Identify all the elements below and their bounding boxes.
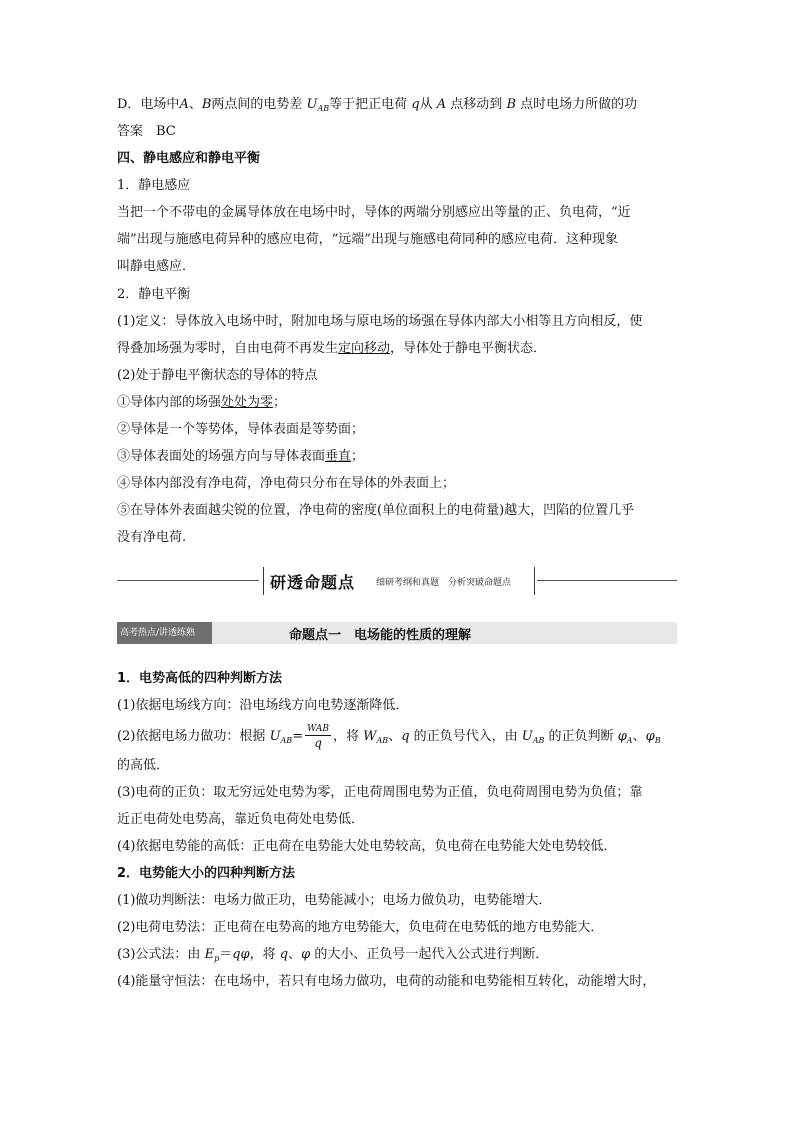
text-span: 、 bbox=[388, 729, 402, 744]
fraction bbox=[305, 723, 331, 750]
topic-title: 命题点一 电场能的性质的理解 bbox=[289, 628, 472, 643]
banner-box bbox=[263, 567, 535, 595]
section-heading: 四、静电感应和静电平衡 bbox=[117, 151, 261, 166]
answer-line: 答案 BC bbox=[117, 124, 176, 139]
text-span: (3)公式法：由 bbox=[117, 947, 205, 962]
equals-sign: = bbox=[292, 729, 304, 744]
potential-symbol: φ bbox=[617, 729, 627, 744]
section-banner bbox=[117, 565, 677, 597]
voltage-symbol: U bbox=[269, 729, 281, 744]
text-span: 的大小、正负号一起代入公式进行判断． bbox=[310, 947, 549, 962]
topic-tag: 高考热点/讲透练熟 bbox=[117, 622, 212, 644]
text-span: ①导体内部的场强 bbox=[117, 395, 222, 410]
text-span: (2)依据电场力做功：根据 bbox=[117, 729, 270, 744]
point-b: B bbox=[201, 97, 212, 112]
list-item: ④导体内部没有净电荷，净电荷只分布在导体的外表面上； bbox=[117, 476, 456, 491]
subsection-heading: 1．电势高低的四种判断方法 bbox=[117, 671, 283, 686]
paragraph-line: 的高低． bbox=[117, 758, 170, 773]
paragraph-line: (2)电荷电势法：正电荷在电势高的地方电势能大，负电荷在电势低的地方电势能大． bbox=[117, 920, 604, 935]
potential-subscript: A bbox=[626, 736, 633, 745]
paragraph-line: (1)依据电场线方向：沿电场线方向电势逐渐降低． bbox=[117, 698, 409, 713]
subsection-heading: 2．电势能大小的四种判断方法 bbox=[117, 866, 296, 881]
potential-subscript: B bbox=[654, 736, 661, 745]
paragraph-line: (1)做功判断法：电场力做正功，电势能减小；电场力做负功，电势能增大． bbox=[117, 893, 552, 908]
point-b: B bbox=[506, 97, 516, 112]
paragraph-line: (4)能量守恒法：在电场中，若只有电场力做功，电荷的动能和电势能相互转化，动能增大时， bbox=[117, 974, 656, 989]
charge-symbol: q bbox=[279, 947, 289, 962]
potential-symbol: φ bbox=[301, 947, 311, 962]
text-span: 、 bbox=[288, 947, 302, 962]
subsection-heading: 1．静电感应 bbox=[117, 178, 191, 193]
list-item: ⑤在导体外表面越尖锐的位置，净电荷的密度(单位面积上的电荷量)越大，凹陷的位置几乎 bbox=[117, 503, 635, 518]
text-span: 的正负判断 bbox=[544, 729, 618, 744]
paragraph-line bbox=[117, 722, 661, 756]
paragraph-line: 近正电荷处电势高，靠近负电荷处电势低． bbox=[117, 812, 365, 827]
option-d-text: 点移动到 bbox=[446, 97, 507, 112]
voltage-symbol: U bbox=[306, 97, 318, 112]
text-span: ，将 bbox=[249, 947, 280, 962]
underlined-term: 垂直 bbox=[325, 449, 352, 464]
list-item bbox=[117, 394, 286, 412]
topic-bar bbox=[117, 622, 677, 644]
text-span: ，导体处于静电平衡状态． bbox=[390, 341, 547, 356]
option-d-text: 两点间的电势差 bbox=[211, 97, 307, 112]
list-item bbox=[117, 448, 364, 466]
charge-symbol: q bbox=[411, 97, 420, 112]
charge-symbol: q bbox=[401, 729, 410, 744]
subsection-heading: 2．静电平衡 bbox=[117, 287, 191, 302]
text-span: 得叠加场强为零时，自由电荷不再发生 bbox=[117, 341, 339, 356]
text-span: 的正负号代入，由 bbox=[409, 729, 522, 744]
text-span: ； bbox=[273, 395, 287, 410]
banner-tagline: 细研考纲和真题 分析突破命题点 bbox=[376, 578, 512, 588]
option-d-text: 点时电场力所做的功 bbox=[516, 97, 638, 112]
work-subscript: AB bbox=[376, 736, 389, 745]
formula-term: qφ bbox=[232, 947, 250, 962]
separator: 、 bbox=[188, 97, 202, 112]
text-span: 、 bbox=[632, 729, 646, 744]
paragraph-line: (1)定义：导体放入电场中时，附加电场与原电场的场强在导体内部大小相等且方向相反，使 bbox=[117, 314, 643, 329]
option-d-line bbox=[117, 96, 637, 118]
equals-sign: ＝ bbox=[219, 947, 233, 962]
work-symbol: W bbox=[363, 729, 377, 744]
underlined-term: 定向移动 bbox=[338, 341, 391, 356]
paragraph-line bbox=[117, 946, 548, 968]
divider bbox=[537, 580, 677, 581]
paragraph-line: 当把一个不带电的金属导体放在电场中时，导体的两端分别感应出等量的正、负电荷，“近 bbox=[117, 205, 631, 220]
paragraph-line: 端”出现与施感电荷异种的感应电荷，“远端”出现与施感电荷同种的感应电荷．这种现象 bbox=[117, 232, 618, 247]
option-d-text: 等于把正电荷 bbox=[329, 97, 412, 112]
voltage-symbol: U bbox=[521, 729, 533, 744]
banner-title: 研透命题点 bbox=[270, 573, 356, 592]
text-span: ，将 bbox=[333, 729, 364, 744]
list-item: ②导体是一个等势体，导体表面是等势面； bbox=[117, 422, 365, 437]
text-span: ； bbox=[351, 449, 365, 464]
fraction-denominator: q bbox=[314, 736, 322, 750]
paragraph-line bbox=[117, 340, 546, 358]
voltage-subscript: AB bbox=[280, 736, 293, 745]
option-d-text: 从 bbox=[419, 97, 437, 112]
point-a: A bbox=[179, 97, 189, 112]
point-a: A bbox=[436, 97, 447, 112]
paragraph-line: (4)依据电势能的高低：正电荷在电势能大处电势较高，负电荷在电势能大处电势较低． bbox=[117, 839, 617, 854]
fraction-numerator: WAB bbox=[307, 724, 330, 734]
voltage-subscript: AB bbox=[317, 104, 330, 113]
voltage-subscript: AB bbox=[532, 736, 545, 745]
energy-subscript: p bbox=[214, 954, 220, 963]
paragraph-line: (2)处于静电平衡状态的导体的特点 bbox=[117, 368, 318, 383]
underlined-term: 处处为零 bbox=[221, 395, 274, 410]
text-span: ③导体表面处的场强方向与导体表面 bbox=[117, 449, 326, 464]
potential-symbol: φ bbox=[645, 729, 655, 744]
paragraph-line: (3)电荷的正负：取无穷远处电势为零，正电荷周围电势为正值，负电荷周围电势为负值；靠 bbox=[117, 785, 643, 800]
option-d-prefix: D．电场中 bbox=[117, 97, 180, 112]
paragraph-line: 叫静电感应． bbox=[117, 259, 196, 274]
divider bbox=[117, 580, 259, 581]
list-item: 没有净电荷. bbox=[117, 530, 187, 545]
energy-symbol: E bbox=[204, 947, 215, 962]
